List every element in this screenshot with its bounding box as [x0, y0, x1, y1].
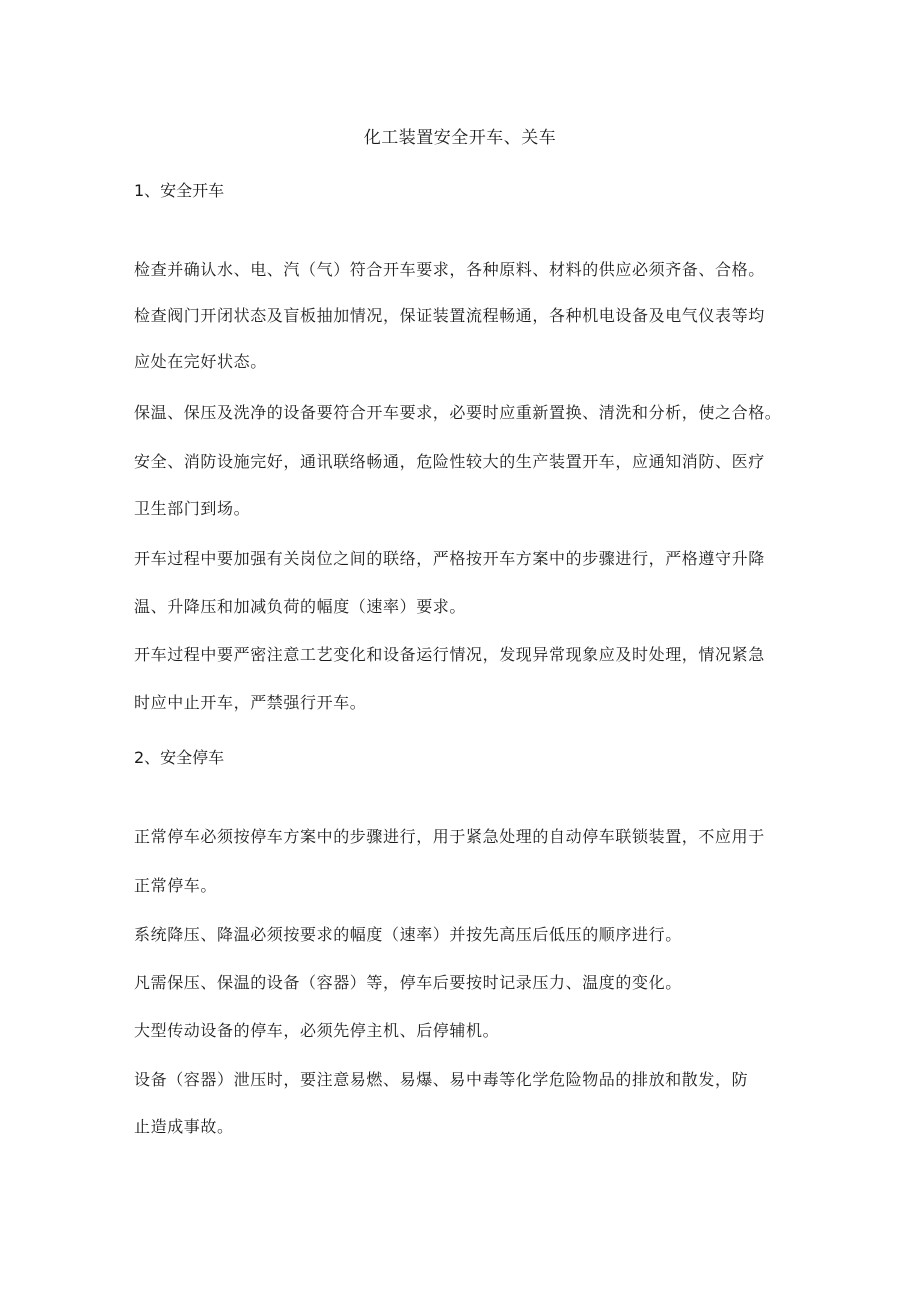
section-1-line: 开车过程中要加强有关岗位之间的联络，严格按开车方案中的步骤进行，严格遵守升降 — [134, 549, 765, 568]
section-2-line: 系统降压、降温必须按要求的幅度（速率）并按先高压后低压的顺序进行。 — [134, 925, 682, 944]
section-1-line: 时应中止开车，严禁强行开车。 — [134, 693, 367, 712]
section-1-line: 卫生部门到场。 — [134, 499, 251, 518]
section-1-line: 安全、消防设施完好，通讯联络畅通，危险性较大的生产装置开车，应通知消防、医疗 — [134, 452, 765, 471]
section-2-line: 凡需保压、保温的设备（容器）等，停车后要按时记录压力、温度的变化。 — [134, 973, 682, 992]
section-2-line: 正常停车。 — [134, 876, 218, 895]
section-1-line: 检查阀门开闭状态及盲板抽加情况，保证装置流程畅通，各种机电设备及电气仪表等均 — [134, 306, 765, 325]
section-2-heading: 2、安全停车 — [134, 748, 225, 767]
section-1-line: 应处在完好状态。 — [134, 352, 267, 371]
section-1-heading: 1、安全开车 — [134, 181, 225, 200]
section-1-line: 保温、保压及洗净的设备要符合开车要求，必要时应重新置换、清洗和分析，使之合格。 — [134, 403, 782, 422]
section-1-line: 检查并确认水、电、汽（气）符合开车要求，各种原料、材料的供应必须齐备、合格。 — [134, 260, 765, 279]
section-1-line: 温、升降压和加减负荷的幅度（速率）要求。 — [134, 597, 467, 616]
section-2-line: 正常停车必须按停车方案中的步骤进行，用于紧急处理的自动停车联锁装置，不应用于 — [134, 827, 765, 846]
section-2-line: 止造成事故。 — [134, 1117, 234, 1136]
section-2-line: 设备（容器）泄压时，要注意易燃、易爆、易中毒等化学危险物品的排放和散发，防 — [134, 1070, 749, 1089]
section-1-line: 开车过程中要严密注意工艺变化和设备运行情况，发现异常现象应及时处理，情况紧急 — [134, 645, 765, 664]
document-title: 化工装置安全开车、关车 — [363, 128, 557, 148]
section-2-line: 大型传动设备的停车，必须先停主机、后停辅机。 — [134, 1021, 500, 1040]
